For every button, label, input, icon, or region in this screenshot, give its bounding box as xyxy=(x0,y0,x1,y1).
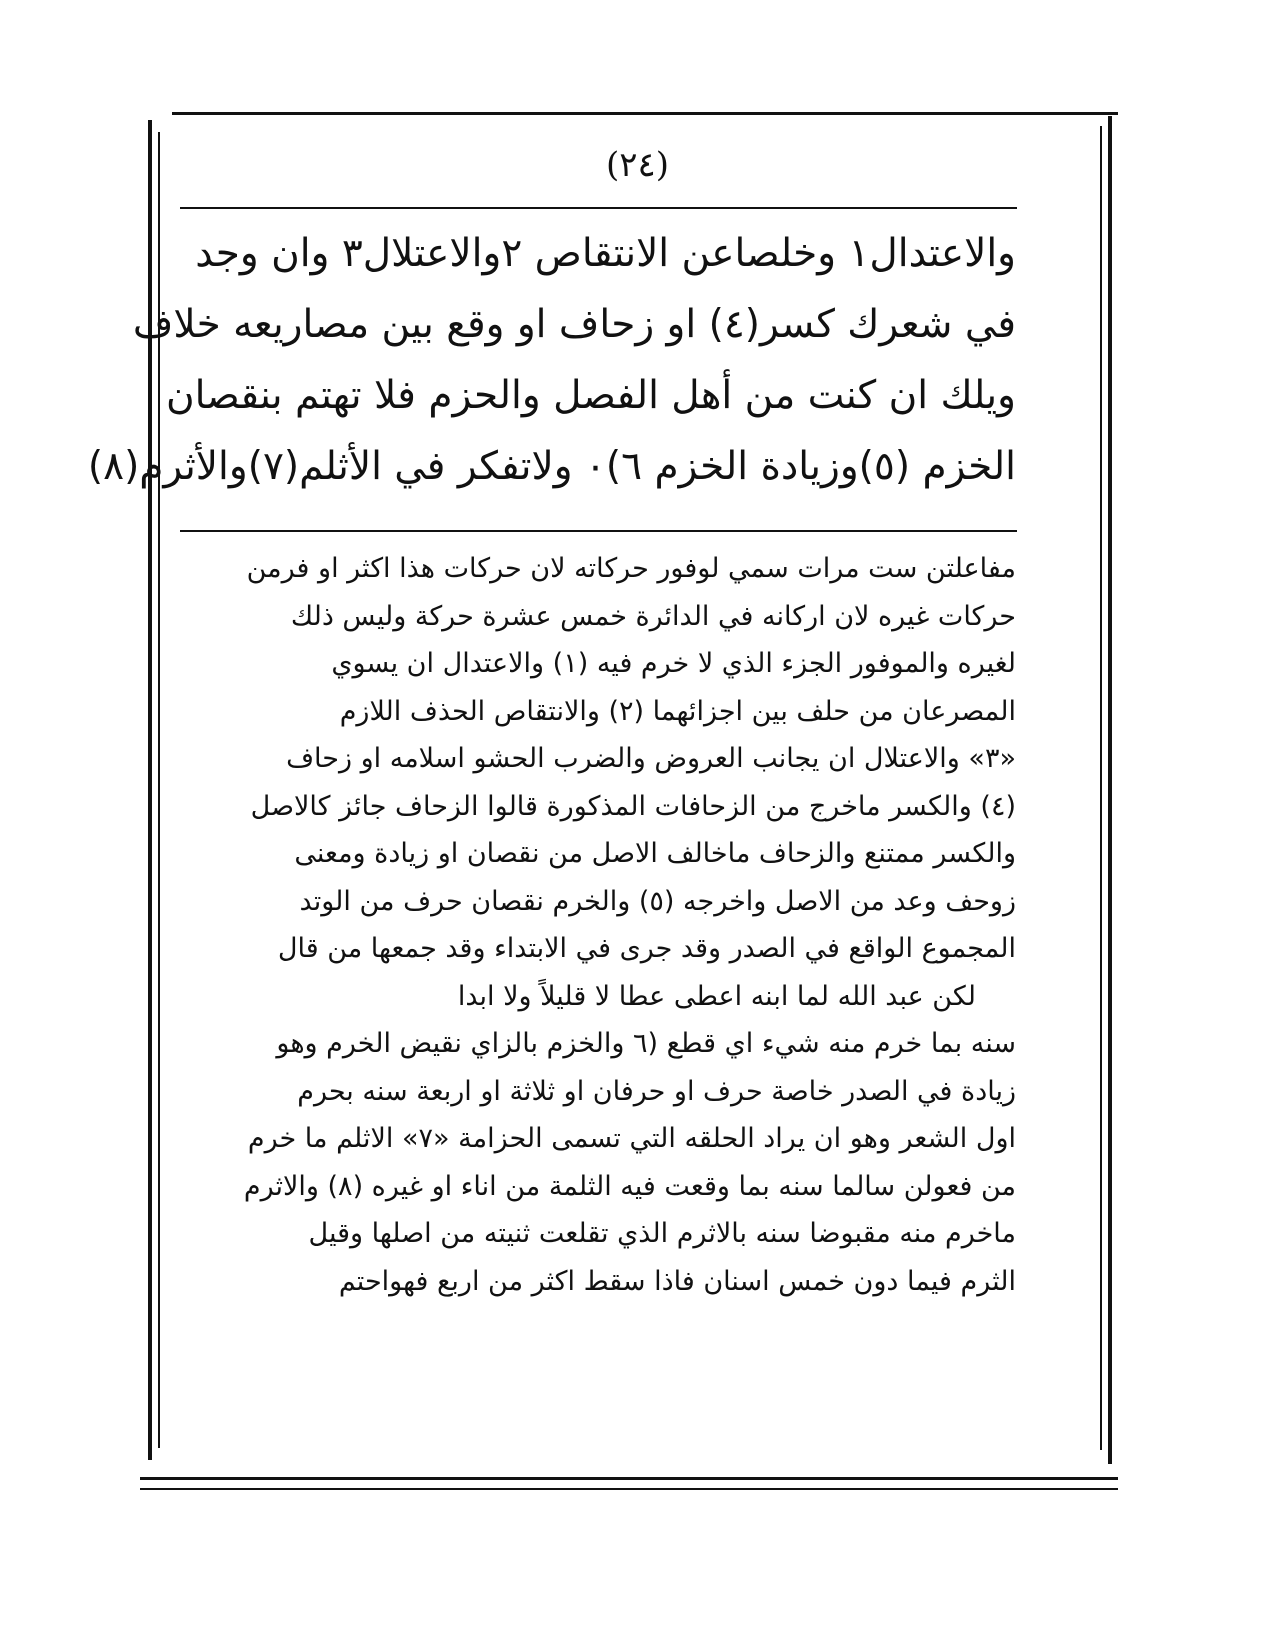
border-top-line xyxy=(172,112,1118,115)
commentary-line: زوحف وعد من الاصل واخرجه (٥) والخرم نقصان حرف من الوتد xyxy=(299,885,1016,917)
commentary-line: زيادة في الصدر خاصة حرف او حرفان او ثلاثة او اربعة سنه بحرم xyxy=(297,1075,1016,1107)
verse-line: والاعتدال١ وخلصاعن الانتقاص ٢والاعتلال٣ وان وجد xyxy=(195,231,1016,276)
page-number: (٢٤) xyxy=(605,145,670,185)
commentary-line: مفاعلتن ست مرات سمي لوفور حركاته لان حركات هذا اكثر او فرمن xyxy=(246,553,1016,584)
commentary-line: (٤) والكسر ماخرج من الزحافات المذكورة قالوا الزحاف جائز كالاصل xyxy=(250,790,1016,822)
verse-line: الخزم (٥)وزيادة الخزم ٦)٠ ولاتفكر في الأثلم(٧)والأثرم(٨) xyxy=(87,444,1016,489)
verse-line: في شعرك كسر(٤) او زحاف او وقع بين مصاريعه خلاف xyxy=(132,302,1016,347)
commentary-line: اول الشعر وهو ان يراد الحلقه التي تسمى الحزامة «٧» الاثلم ما خرم xyxy=(247,1123,1016,1154)
border-bottom-inner-line xyxy=(140,1488,1118,1490)
verse-block xyxy=(87,218,1016,502)
verse-line: ويلك ان كنت من أهل الفصل والحزم فلا تهتم بنقصان xyxy=(165,373,1016,418)
commentary-line: والكسر ممتنع والزحاف ماخالف الاصل من نقصان او زيادة ومعنى xyxy=(294,838,1016,869)
border-right-inner-line xyxy=(1100,126,1102,1450)
commentary-line: لغيره والموفور الجزء الذي لا خرم فيه (١) والاعتدال ان يسوي xyxy=(331,648,1016,679)
commentary-line: من فعولن سالما سنه بما وقعت فيه الثلمة من اناء او غيره (٨) والاثرم xyxy=(243,1170,1016,1202)
border-bottom-line xyxy=(140,1477,1118,1480)
commentary-line: المجموع الواقع في الصدر وقد جرى في الابتداء وقد جمعها من قال xyxy=(277,933,1016,964)
commentary-divider xyxy=(180,530,1017,532)
commentary-block xyxy=(190,545,1016,1305)
commentary-line-quote: لكن عبد الله لما ابنه اعطى عطا لا قليلاً ولا ابدا xyxy=(457,980,976,1012)
commentary-line: «٣» والاعتلال ان يجانب العروض والضرب الحشو اسلامه او زحاف xyxy=(286,743,1016,774)
commentary-line: المصرعان من حلف بين اجزائهما (٢) والانتقاص الحذف اللازم xyxy=(339,695,1016,727)
header-divider xyxy=(180,207,1017,209)
border-right-line xyxy=(1108,116,1112,1464)
commentary-line: الثرم فيما دون خمس اسنان فاذا سقط اكثر من اربع فهواحتم xyxy=(338,1265,1016,1297)
commentary-line: حركات غيره لان اركانه في الدائرة خمس عشرة حركة وليس ذلك xyxy=(290,600,1016,632)
commentary-line: ماخرم منه مقبوضا سنه بالاثرم الذي تقلعت ثنيته من اصلها وقيل xyxy=(308,1218,1016,1249)
commentary-line: سنه بما خرم منه شيء اي قطع (٦ والخزم بالزاي نقيض الخرم وهو xyxy=(276,1028,1016,1059)
